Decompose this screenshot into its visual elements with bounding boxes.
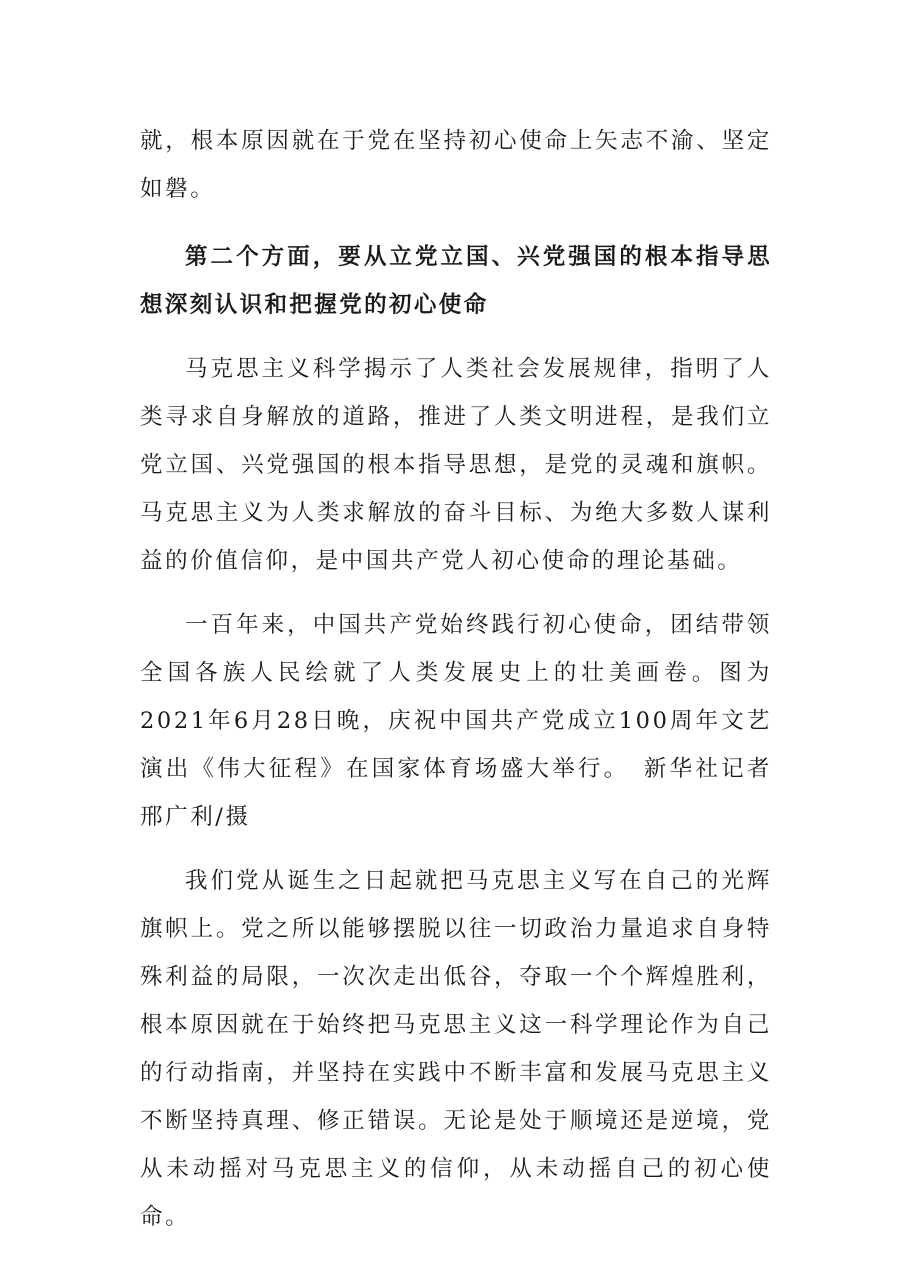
document-page (140, 117, 772, 1257)
body-paragraph-1: 马克思主义科学揭示了人类社会发展规律，指明了人类寻求自身解放的道路，推进了人类文明进程，是我们立党立国、兴党强国的根本指导思想，是党的灵魂和旗帜。马克思主义为人类求解放的奋斗目标、为绝大多数人谋利益的价值信仰，是中国共产党人初心使命的理论基础。 (140, 356, 772, 574)
photo-caption-paragraph: 一百年来，中国共产党始终践行初心使命，团结带领全国各族人民绘就了人类发展史上的壮美画卷。图为2021年6月28日晚，庆祝中国共产党成立100周年文艺演出《伟大征程》在国家体育场盛大举行。 新华社记者 邢广利/摄 (140, 612, 772, 830)
continuation-paragraph: 就，根本原因就在于党在坚持初心使命上矢志不渝、坚定如磐。 (140, 128, 772, 202)
body-paragraph-2: 我们党从诞生之日起就把马克思主义写在自己的光辉旗帜上。党之所以能够摆脱以往一切政治力量追求自身特殊利益的局限，一次次走出低谷，夺取一个个辉煌胜利，根本原因就在于始终把马克思主义这一科学理论作为自己的行动指南，并坚持在实践中不断丰富和发展马克思主义不断坚持真理、修正错误。无论是处于顺境还是逆境，党从未动摇对马克思主义的信仰，从未动摇自己的初心使命。 (140, 868, 772, 1230)
section-heading: 第二个方面，要从立党立国、兴党强国的根本指导思想深刻认识和把握党的初心使命 (140, 244, 772, 318)
